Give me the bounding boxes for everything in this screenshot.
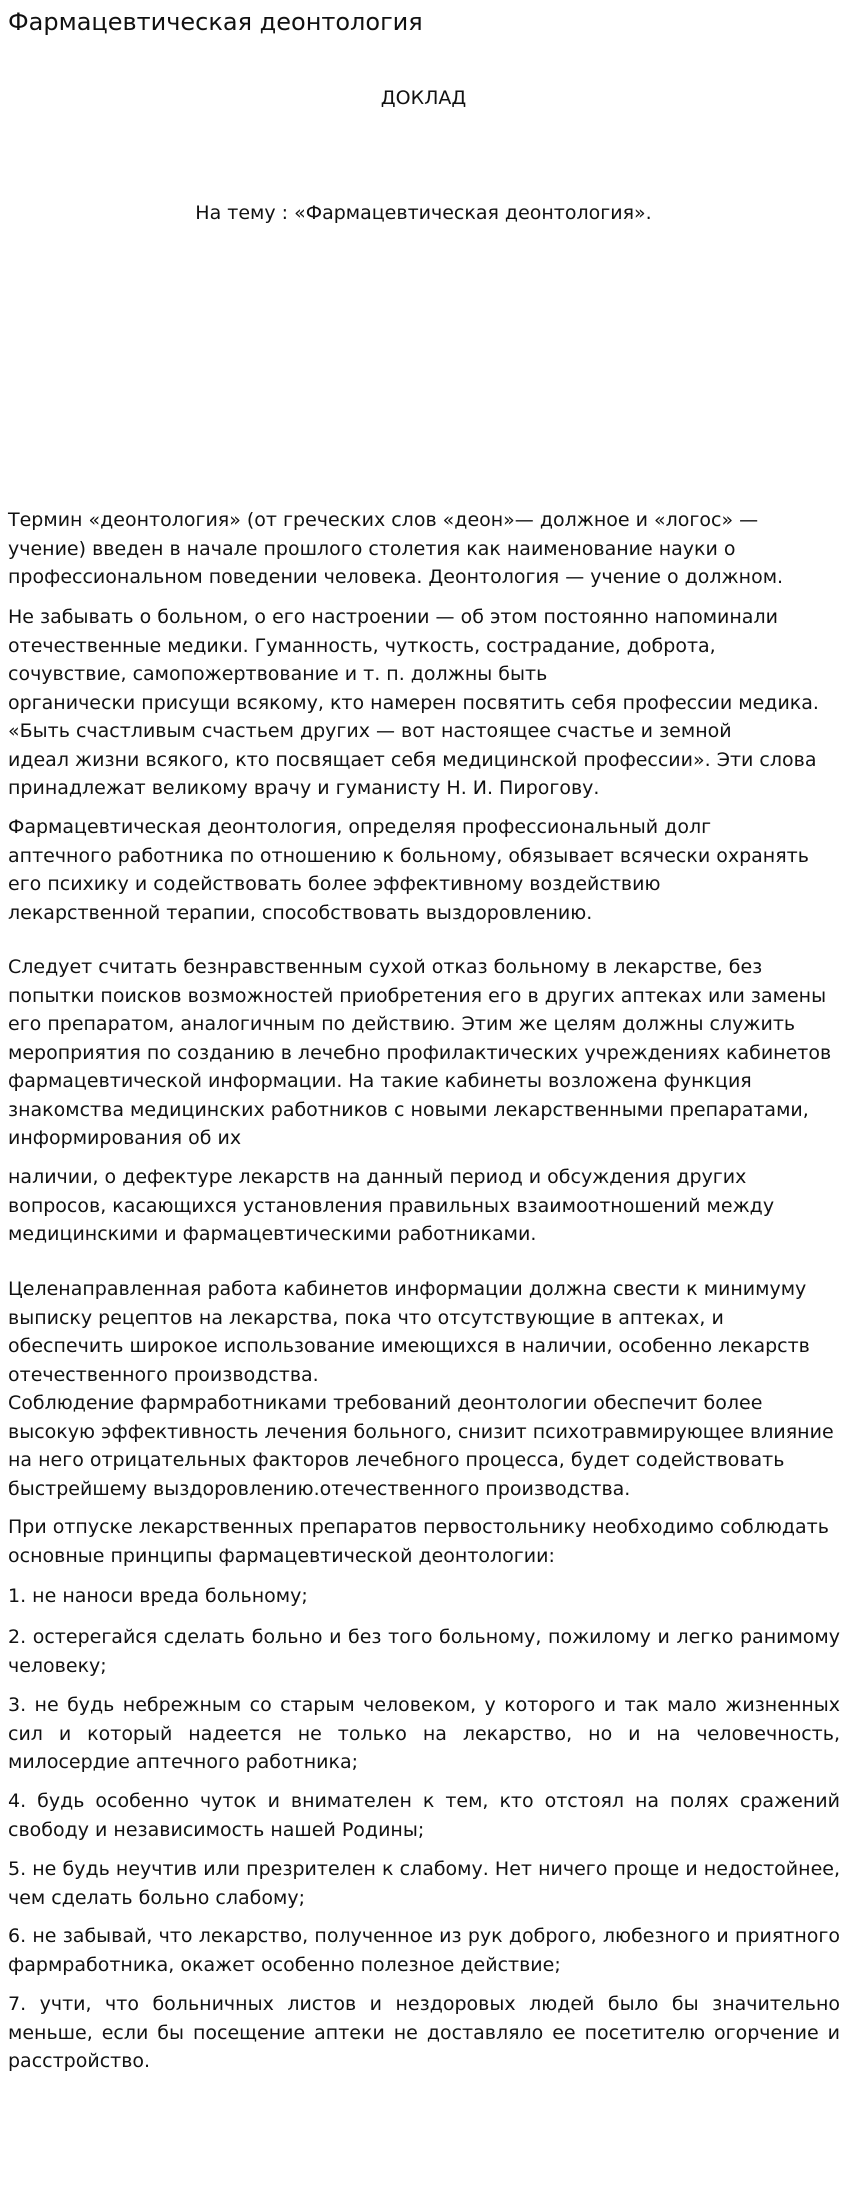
principle-item: 5. не будь неучтив или презрителен к слабому. Нет ничего проще и недостойнее, чем сделать больно слабому; <box>8 1858 840 1909</box>
paragraph-humanity: Не забывать о больном, о его настроении — об этом постоянно напоминали отечественные медики. Гуманность, чуткость, сострадание, доброта, сочувствие, самопожертвование и т. п. должны быть органически присущи всякому, кто намерен посвятить себя профессии медика. «Быть счастливым счастьем других — вот настоящее счастье и земной идеал жизни всякого, кто посвящает себя медицинской профессии». Эти слова принадлежат великому врачу и гуманисту Н. И. Пирогову. <box>8 606 819 799</box>
paragraph-availability: наличии, о дефектуре лекарств на данный период и обсуждения других вопросов, касающихся установления правильных взаимоотношений между медицинскими и фармацевтическими работниками. <box>8 1166 775 1245</box>
principle-item: 4. будь особенно чуток и внимателен к тем, кто отстоял на полях сражений свободу и независимость нашей Родины; <box>8 1790 840 1841</box>
paragraph-principles-intro: При отпуске лекарственных препаратов первостольнику необходимо соблюдать основные принципы фармацевтической деонтологии: <box>8 1516 829 1567</box>
principle-item: 3. не будь небрежным со старым человеком, у которого и так мало жизненных сил и который надеется не только на лекарство, но и на человечность, милосердие аптечного работника; <box>8 1694 840 1773</box>
paragraph-information-offices: Целенаправленная работа кабинетов информации должна свести к минимуму выписку рецептов на лекарства, пока что отсутствующие в аптеках, и обеспечить широкое использование имеющихся в наличии, особенно лекарств отечественного производства. Соблюдение фармработниками требований деонтологии обеспечит более высокую эффективность лечения больного, снизит психотравмирующее влияние на него отрицательных факторов лечебного процесса, будет содействовать быстрейшему выздоровлению.отечественного производства. <box>8 1278 834 1500</box>
principle-item: 6. не забывай, что лекарство, полученное из рук доброго, любезного и приятного фармработника, окажет особенно полезное действие; <box>8 1925 840 1976</box>
report-label: ДОКЛАД <box>380 87 467 109</box>
report-topic: На тему : «Фармацевтическая деонтология». <box>195 202 652 224</box>
paragraph-pharma-deontology: Фармацевтическая деонтология, определяя профессиональный долг аптечного работника по отношению к больному, обязывает всячески охранять его психику и содействовать более эффективному воздействию лекарственной терапии, способствовать выздоровлению. <box>8 816 809 924</box>
paragraph-deontology-term: Термин «деонтология» (от греческих слов «деон»— должное и «логос» — учение) введен в начале прошлого столетия как наименование науки о профессиональном поведении человека. Деонтология — учение о должном. <box>8 509 784 588</box>
principle-item: 2. остерегайся сделать больно и без того больному, пожилому и легко ранимому человеку; <box>8 1626 840 1677</box>
principle-item: 7. учти, что больничных листов и нездоровых людей было бы значительно меньше, если бы посещение аптеки не доставляло ее посетителю огорчение и расстройство. <box>8 1993 840 2072</box>
paragraph-refusal: Следует считать безнравственным сухой отказ больному в лекарстве, без попытки поисков возможностей приобретения его в других аптеках или замены его препаратом, аналогичным по действию. Этим же целям должны служить мероприятия по созданию в лечебно профилактических учреждениях кабинетов фармацевтической информации. На такие кабинеты возложена функция знакомства медицинских работников с новыми лекарственными препаратами, информирования об их <box>8 956 832 1149</box>
principle-item: 1. не наноси вреда больному; <box>8 1585 308 1607</box>
page-title: Фармацевтическая деонтология <box>8 8 423 36</box>
